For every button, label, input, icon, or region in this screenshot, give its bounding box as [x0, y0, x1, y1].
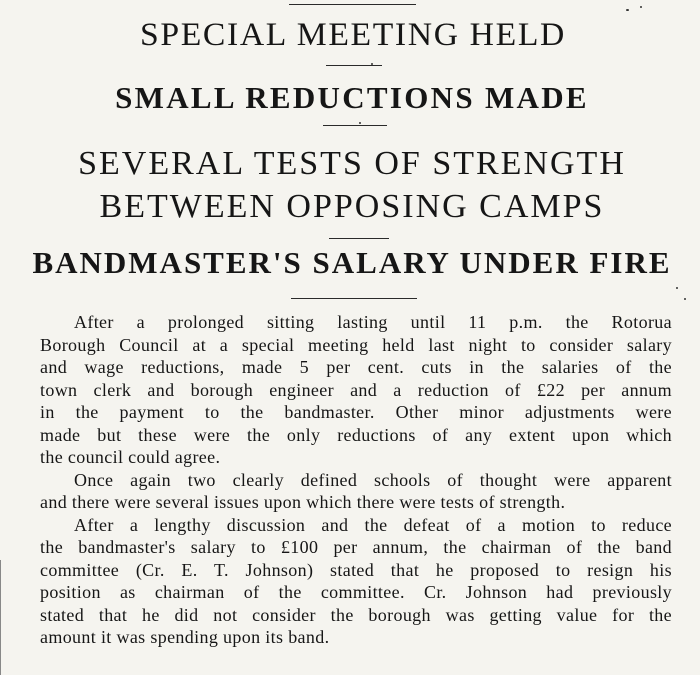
ink-speck	[371, 63, 373, 65]
article-line: Once again two clearly defined schools of thought were apparent	[74, 469, 672, 490]
article-body	[40, 311, 672, 649]
article-line: the council could agree.	[40, 447, 221, 467]
ink-speck	[676, 287, 678, 289]
clipping-edge-shadow	[0, 560, 1, 675]
article-line: town clerk and borough engineer and a reduction of £22 per annum	[40, 379, 672, 400]
ink-speck	[684, 298, 686, 300]
article-line: Borough Council at a special meeting held last night to consider salary	[40, 334, 672, 355]
ink-speck	[640, 6, 642, 8]
headline-bandmaster-salary: BANDMASTER'S SALARY UNDER FIRE	[32, 245, 672, 280]
divider-rule-1	[326, 65, 382, 66]
ink-speck	[359, 122, 361, 124]
article-line: in the payment to the bandmaster. Other minor adjustments were	[40, 402, 672, 422]
headline-special-meeting: SPECIAL MEETING HELD	[140, 17, 566, 53]
article-line: and wage reductions, made 5 per cent. cuts in the salaries of the	[40, 357, 672, 377]
headline-tests-line-1: SEVERAL TESTS OF STRENGTH	[78, 145, 626, 182]
article-line: After a prolonged sitting lasting until 11 p.m. the Rotorua	[74, 312, 672, 332]
divider-rule-2	[323, 125, 387, 126]
headline-small-reductions: SMALL REDUCTIONS MADE	[115, 80, 589, 115]
article-line: stated that he did not consider the borough was getting value for the	[40, 604, 672, 625]
article-line: and there were several issues upon which there were tests of strength.	[40, 492, 566, 512]
headline-tests-line-2: BETWEEN OPPOSING CAMPS	[99, 188, 605, 225]
headline-tests-of-strength	[2, 142, 700, 228]
article-line: made but these were the only reductions of any extent upon which	[40, 424, 672, 445]
article-line: position as chairman of the committee. Cr. Johnson had previously	[40, 582, 672, 602]
top-rule	[289, 4, 416, 5]
article-line: committee (Cr. E. T. Johnson) stated that he proposed to resign his	[40, 559, 672, 580]
article-line: After a lengthy discussion and the defeat of a motion to reduce	[74, 514, 672, 535]
ink-speck	[626, 9, 629, 11]
article-line: amount it was spending upon its band.	[40, 627, 330, 647]
divider-rule-4	[291, 298, 417, 299]
divider-rule-3	[329, 238, 389, 239]
article-line: the bandmaster's salary to £100 per annum, the chairman of the band	[40, 537, 672, 557]
